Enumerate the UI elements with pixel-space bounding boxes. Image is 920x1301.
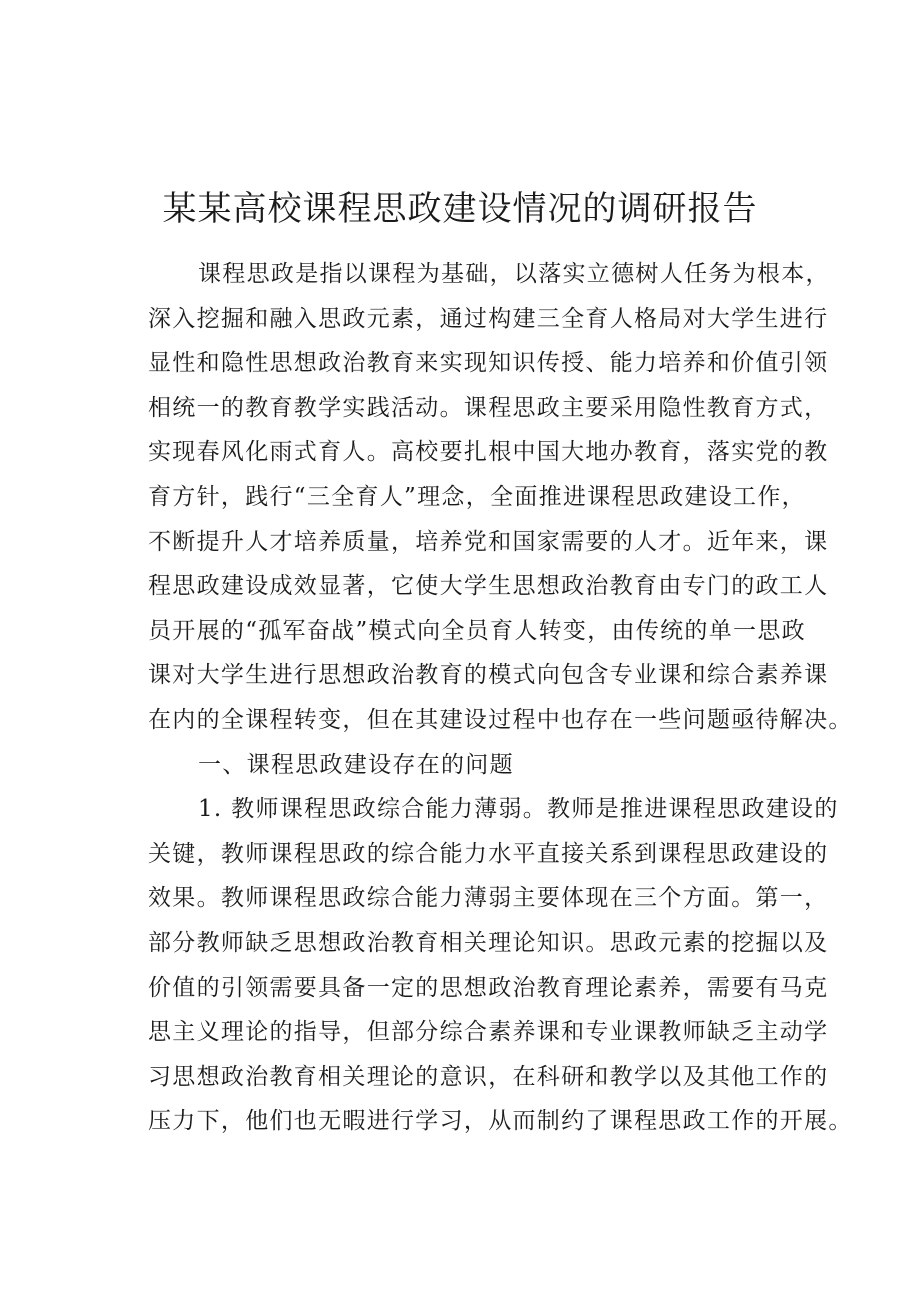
paragraph-line: 思主义理论的指导，但部分综合素养课和专业课教师缺乏主动学 <box>148 1019 829 1046</box>
paragraph-line: 压力下，他们也无暇进行学习，从而制约了课程思政工作的开展。 <box>148 1108 853 1135</box>
paragraph-line: 程思政建设成效显著，它使大学生思想政治教育由专门的政工人 <box>148 573 829 600</box>
paragraph-line: 在内的全课程转变，但在其建设过程中也存在一些问题亟待解决。 <box>148 706 853 733</box>
paragraph-line: 显性和隐性思想政治教育来实现知识传授、能力培养和价值引领 <box>148 350 829 377</box>
paragraph-line: 深入挖掘和融入思政元素，通过构建三全育人格局对大学生进行 <box>148 305 829 332</box>
paragraph-line: 价值的引领需要具备一定的思想政治教育理论素养，需要有马克 <box>148 974 829 1001</box>
paragraph-line: 实现春风化雨式育人。高校要扎根中国大地办教育，落实党的教 <box>148 439 829 466</box>
document-title: 某某高校课程思政建设情况的调研报告 <box>162 188 758 229</box>
paragraph-line: 部分教师缺乏思想政治教育相关理论知识。思政元素的挖掘以及 <box>148 929 829 956</box>
paragraph-line: 习思想政治教育相关理论的意识，在科研和教学以及其他工作的 <box>148 1063 829 1090</box>
paragraph-line: 育方针，践行“三全育人”理念，全面推进课程思政建设工作， <box>148 483 806 510</box>
paragraph-line: 员开展的“孤军奋战”模式向全员育人转变，由传统的单一思政 <box>148 617 806 644</box>
paragraph-line: 不断提升人才培养质量，培养党和国家需要的人才。近年来，课 <box>148 528 829 555</box>
paragraph-line: 课程思政是指以课程为基础，以落实立德树人任务为根本， <box>198 261 830 287</box>
section-heading: 一、课程思政建设存在的问题 <box>198 751 514 778</box>
paragraph-line: 相统一的教育教学实践活动。课程思政主要采用隐性教育方式， <box>148 394 829 421</box>
paragraph-line: 课对大学生进行思想政治教育的模式向包含专业课和综合素养课 <box>148 662 829 689</box>
paragraph-line: 1. 教师课程思政综合能力薄弱。教师是推进课程思政建设的 <box>198 796 839 823</box>
paragraph-line: 关键，教师课程思政的综合能力水平直接关系到课程思政建设的 <box>148 840 829 867</box>
paragraph-line: 效果。教师课程思政综合能力薄弱主要体现在三个方面。第一， <box>148 885 829 912</box>
document-body <box>148 252 853 1144</box>
